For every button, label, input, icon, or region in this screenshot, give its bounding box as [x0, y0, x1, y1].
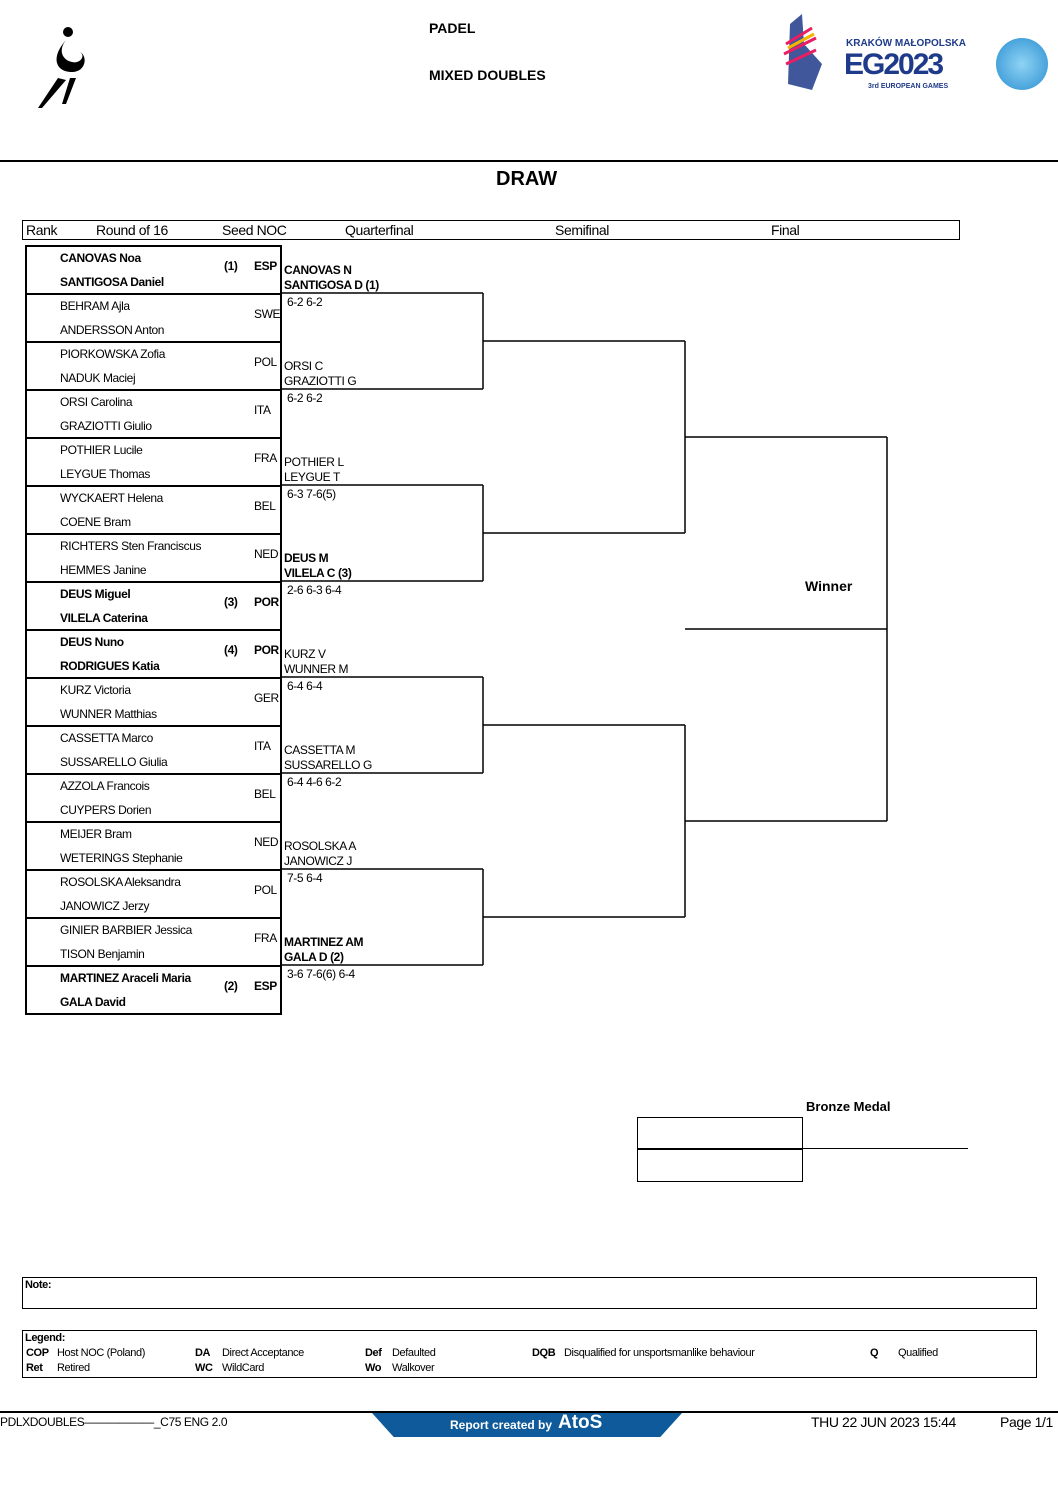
noc-code: POL: [254, 883, 277, 897]
bronze-slot-2: [637, 1148, 803, 1182]
player-name: KURZ Victoria: [60, 683, 131, 697]
legend-box: [22, 1330, 1037, 1378]
noc-code: BEL: [254, 787, 276, 801]
player-name: HEMMES Janine: [60, 563, 147, 577]
legend-text: Qualified: [898, 1347, 938, 1359]
logo-city: KRAKÓW MAŁOPOLSKA: [846, 38, 966, 49]
match-score: 6-4 4-6 6-2: [287, 775, 342, 789]
player-name: JANOWICZ Jerzy: [60, 899, 150, 913]
qf-winner-name: GALA D (2): [284, 950, 344, 964]
noc-code: NED: [254, 835, 279, 849]
qf-winner-name: MARTINEZ AM: [284, 935, 364, 949]
legend-text: WildCard: [222, 1362, 265, 1374]
qf-winner-name: WUNNER M: [284, 662, 349, 676]
player-name: RODRIGUES Katia: [60, 659, 160, 673]
seed: (4): [224, 643, 238, 657]
seed: (1): [224, 259, 238, 273]
qf-winner-name: SANTIGOSA D (1): [284, 278, 379, 292]
logo-subtitle: 3rd EUROPEAN GAMES: [868, 83, 949, 90]
player-name: ROSOLSKA Aleksandra: [60, 875, 181, 889]
player-name: TISON Benjamin: [60, 947, 145, 961]
player-name: SUSSARELLO Giulia: [60, 755, 168, 769]
legend-text: Defaulted: [392, 1347, 436, 1359]
noc-code: POL: [254, 355, 277, 369]
legend-code: DA: [195, 1347, 211, 1359]
col-rank: Rank: [26, 222, 58, 238]
legend-text: Retired: [57, 1362, 90, 1374]
noc-code: POR: [254, 595, 279, 609]
legend-code: COP: [26, 1347, 49, 1359]
player-name: DEUS Nuno: [60, 635, 124, 649]
qf-winner-name: ROSOLSKA A: [284, 839, 357, 853]
qf-winner-name: VILELA C (3): [284, 566, 352, 580]
logo-eg2023: EG2023: [844, 48, 943, 81]
qf-winner-name: CASSETTA M: [284, 743, 356, 757]
legend-code: WC: [195, 1362, 213, 1374]
player-name: CANOVAS Noa: [60, 251, 141, 265]
qf-winner-name: DEUS M: [284, 551, 329, 565]
qf-winner-name: ORSI C: [284, 359, 323, 373]
note-box: [22, 1277, 1037, 1309]
player-name: ANDERSSON Anton: [60, 323, 165, 337]
player-name: MARTINEZ Araceli Maria: [60, 971, 191, 985]
match-score: 6-3 7-6(5): [287, 487, 336, 501]
atos-logo: AtoS: [558, 1412, 603, 1433]
player-name: MEIJER Bram: [60, 827, 132, 841]
qf-winner-name: POTHIER L: [284, 455, 344, 469]
footer-credit: Report created by: [450, 1418, 553, 1432]
player-name: SANTIGOSA Daniel: [60, 275, 164, 289]
legend-code: Ret: [26, 1362, 43, 1374]
col-sf: Semifinal: [555, 222, 609, 238]
player-name: GRAZIOTTI Giulio: [60, 419, 152, 433]
player-name: VILELA Caterina: [60, 611, 148, 625]
col-seed-noc: Seed NOC: [222, 222, 287, 238]
legend-text: Walkover: [392, 1362, 435, 1374]
match-score: 3-6 7-6(6) 6-4: [287, 967, 355, 981]
player-name: WETERINGS Stephanie: [60, 851, 183, 865]
match-score: 2-6 6-3 6-4: [287, 583, 342, 597]
player-name: RICHTERS Sten Franciscus: [60, 539, 202, 553]
seed: (2): [224, 979, 238, 993]
match-score: 6-4 6-4: [287, 679, 323, 693]
col-qf: Quarterfinal: [345, 222, 414, 238]
player-name: WUNNER Matthias: [60, 707, 157, 721]
noc-code: SWE: [254, 307, 281, 321]
col-round16: Round of 16: [96, 222, 168, 238]
qf-winner-name: LEYGUE T: [284, 470, 340, 484]
match-score: 6-2 6-2: [287, 391, 323, 405]
footer-date: THU 22 JUN 2023 15:44: [811, 1414, 956, 1430]
player-name: GALA David: [60, 995, 126, 1009]
player-name: WYCKAERT Helena: [60, 491, 163, 505]
player-name: POTHIER Lucile: [60, 443, 143, 457]
noc-code: NED: [254, 547, 279, 561]
sport-title: PADEL: [429, 20, 476, 36]
legend-text: Direct Acceptance: [222, 1347, 304, 1359]
noc-code: FRA: [254, 451, 277, 465]
noc-code: BEL: [254, 499, 276, 513]
bronze-slot-1: [637, 1117, 803, 1150]
noc-code: FRA: [254, 931, 277, 945]
legend-code: Wo: [365, 1362, 382, 1374]
seed: (3): [224, 595, 238, 609]
legend-code: Def: [365, 1347, 382, 1359]
noc-code: ITA: [254, 739, 271, 753]
legend-code: Q: [870, 1347, 879, 1359]
footer-divider: [0, 1411, 1058, 1413]
player-name: ORSI Carolina: [60, 395, 133, 409]
player-name: COENE Bram: [60, 515, 131, 529]
player-name: GINIER BARBIER Jessica: [60, 923, 192, 937]
note-label: Note:: [25, 1279, 52, 1291]
legend-code: DQB: [532, 1347, 556, 1359]
player-name: DEUS Miguel: [60, 587, 131, 601]
col-final: Final: [771, 222, 800, 238]
bronze-medal-label: Bronze Medal: [806, 1099, 891, 1114]
legend-text: Host NOC (Poland): [57, 1347, 145, 1359]
qf-winner-name: CANOVAS N: [284, 263, 352, 277]
player-name: CUYPERS Dorien: [60, 803, 152, 817]
noc-code: ESP: [254, 259, 277, 273]
noc-code: GER: [254, 691, 279, 705]
player-name: CASSETTA Marco: [60, 731, 153, 745]
winner-label: Winner: [805, 578, 853, 594]
legend-text: Disqualified for unsportsmanlike behaviour: [564, 1347, 755, 1359]
bronze-winner-line: [803, 1148, 968, 1149]
player-name: BEHRAM Ajla: [60, 299, 130, 313]
player-name: PIORKOWSKA Zofia: [60, 347, 165, 361]
player-name: LEYGUE Thomas: [60, 467, 150, 481]
qf-winner-name: SUSSARELLO G: [284, 758, 372, 772]
match-score: 7-5 6-4: [287, 871, 323, 885]
event-title: MIXED DOUBLES: [429, 67, 546, 83]
qf-winner-name: KURZ V: [284, 647, 326, 661]
player-name: AZZOLA Francois: [60, 779, 150, 793]
noc-code: ESP: [254, 979, 277, 993]
qf-winner-name: JANOWICZ J: [284, 854, 352, 868]
draw-title: DRAW: [496, 168, 558, 190]
footer-doc-code: PDLXDOUBLES——————_C75 ENG 2.0: [0, 1415, 228, 1429]
match-score: 6-2 6-2: [287, 295, 323, 309]
footer-page: Page 1/1: [1000, 1414, 1053, 1430]
noc-code: ITA: [254, 403, 271, 417]
legend-title: Legend:: [25, 1332, 65, 1344]
qf-winner-name: GRAZIOTTI G: [284, 374, 357, 388]
noc-code: POR: [254, 643, 279, 657]
player-name: NADUK Maciej: [60, 371, 136, 385]
